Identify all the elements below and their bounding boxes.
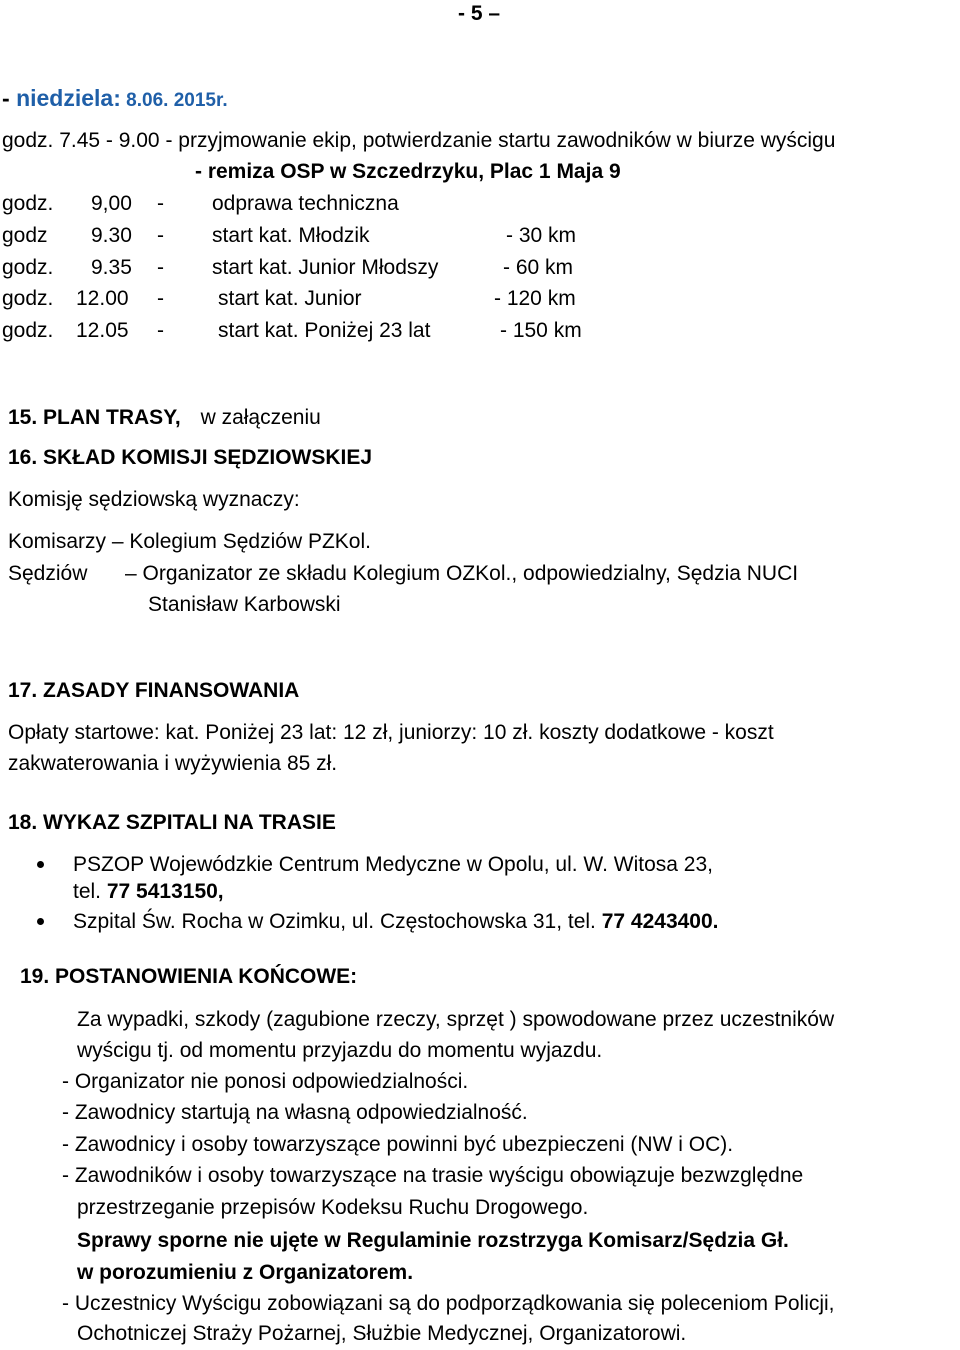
- day-date: 8.06. 2015r.: [120, 90, 228, 111]
- row-time: 9,00: [91, 192, 132, 215]
- row-time: 9.30: [91, 224, 132, 247]
- row-distance: - 30 km: [506, 224, 577, 247]
- row-dash: -: [157, 192, 164, 215]
- row-distance: - 120 km: [494, 287, 576, 310]
- final-line: - Zawodnicy i osoby towarzyszące powinni być ubezpieczeni (NW i OC).: [62, 1133, 734, 1156]
- section-16-line3: [8, 562, 799, 586]
- section-15-note: w załączeniu: [200, 406, 321, 429]
- section-16-line3-text: – Organizator ze składu Kolegium OZKol., odpowiedzialny, Sędzia NUCI: [125, 562, 799, 585]
- final-bold-line: w porozumieniu z Organizatorem.: [77, 1261, 414, 1284]
- final-line: - Zawodników i osoby towarzyszące na trasie wyścigu obowiązuje bezwzględne: [62, 1164, 804, 1187]
- section-16-heading: 16. SKŁAD KOMISJI SĘDZIOWSKIEJ: [8, 446, 373, 469]
- section-16-line3-label: Sędziów: [8, 562, 88, 585]
- page-number: - 5 –: [458, 2, 501, 25]
- schedule-intro-text: przyjmowanie ekip, potwierdzanie startu zawodników w biurze wyścigu: [178, 129, 836, 152]
- section-19-heading: 19. POSTANOWIENIA KOŃCOWE:: [20, 965, 358, 988]
- bullet-icon: [37, 861, 44, 868]
- final-line: - Uczestnicy Wyścigu zobowiązani są do podporządkowania się poleceniom Policji,: [62, 1292, 835, 1315]
- final-line: Ochotniczej Straży Pożarnej, Służbie Medycznej, Organizatorowi.: [77, 1322, 687, 1345]
- row-prefix: godz.: [2, 256, 54, 279]
- section-15-heading: 15. PLAN TRASY,: [8, 406, 181, 429]
- section-15: [8, 406, 321, 430]
- row-time: 12.00: [76, 287, 129, 310]
- section-17-line2: zakwaterowania i wyżywienia 85 zł.: [8, 752, 338, 775]
- hospital-phone: 77 5413150,: [106, 880, 224, 903]
- row-event: odprawa techniczna: [212, 192, 399, 215]
- row-dash: -: [157, 224, 164, 247]
- final-bold-line: Sprawy sporne nie ujęte w Regulaminie rozstrzyga Komisarz/Sędzia Gł.: [77, 1229, 789, 1252]
- row-distance: - 150 km: [500, 319, 582, 342]
- row-prefix: godz.: [2, 287, 54, 310]
- final-line: - Zawodnicy startują na własną odpowiedzialność.: [62, 1101, 528, 1124]
- row-event: start kat. Junior Młodszy: [212, 256, 439, 279]
- row-prefix: godz.: [2, 319, 54, 342]
- bullet-icon: [37, 918, 44, 925]
- row-dash: -: [157, 319, 164, 342]
- section-16-line1: Komisję sędziowską wyznaczy:: [8, 488, 300, 511]
- row-event: start kat. Junior: [218, 287, 362, 310]
- day-colon: :: [113, 85, 121, 111]
- row-event: start kat. Młodzik: [212, 224, 370, 247]
- row-time: 12.05: [76, 319, 129, 342]
- schedule-intro-place: - remiza OSP w Szczedrzyku, Plac 1 Maja 9: [195, 160, 621, 183]
- row-time: 9.35: [91, 256, 132, 279]
- day-prefix: -: [2, 85, 17, 111]
- section-16-line2: Komisarzy – Kolegium Sędziów PZKol.: [8, 530, 371, 553]
- row-dash: -: [157, 287, 164, 310]
- schedule-intro-time: godz. 7.45 - 9.00 -: [2, 129, 179, 152]
- schedule-intro: [2, 129, 835, 153]
- hospital-item-2-phone: 77 4243400.: [601, 910, 719, 933]
- section-17-heading: 17. ZASADY FINANSOWANIA: [8, 679, 300, 702]
- day-name: niedziela: [16, 85, 114, 111]
- hospital-item-2-text: Szpital Św. Rocha w Ozimku, ul. Częstochowska 31, tel.: [73, 910, 602, 933]
- hospital-item-line1: PSZOP Wojewódzkie Centrum Medyczne w Opolu, ul. W. Witosa 23,: [73, 853, 713, 876]
- final-line: przestrzeganie przepisów Kodeksu Ruchu Drogowego.: [77, 1196, 589, 1219]
- section-16-line4: Stanisław Karbowski: [148, 593, 341, 616]
- row-distance: - 60 km: [503, 256, 574, 279]
- hospital-phone-label: tel.: [73, 880, 107, 903]
- final-line: - Organizator nie ponosi odpowiedzialności.: [62, 1070, 469, 1093]
- row-prefix: godz.: [2, 192, 54, 215]
- final-line: Za wypadki, szkody (zagubione rzeczy, sprzęt ) spowodowane przez uczestników: [77, 1008, 835, 1031]
- day-heading: [2, 86, 228, 113]
- row-prefix: godz: [2, 224, 48, 247]
- row-dash: -: [157, 256, 164, 279]
- final-line: wyścigu tj. od momentu przyjazdu do momentu wyjazdu.: [77, 1039, 603, 1062]
- section-18-heading: 18. WYKAZ SZPITALI NA TRASIE: [8, 811, 336, 834]
- hospital-item-line2: [73, 880, 224, 904]
- hospital-item-2: [73, 910, 719, 934]
- section-17-line1: Opłaty startowe: kat. Poniżej 23 lat: 12 zł, juniorzy: 10 zł. koszty dodatkowe - koszt: [8, 721, 774, 744]
- row-event: start kat. Poniżej 23 lat: [218, 319, 431, 342]
